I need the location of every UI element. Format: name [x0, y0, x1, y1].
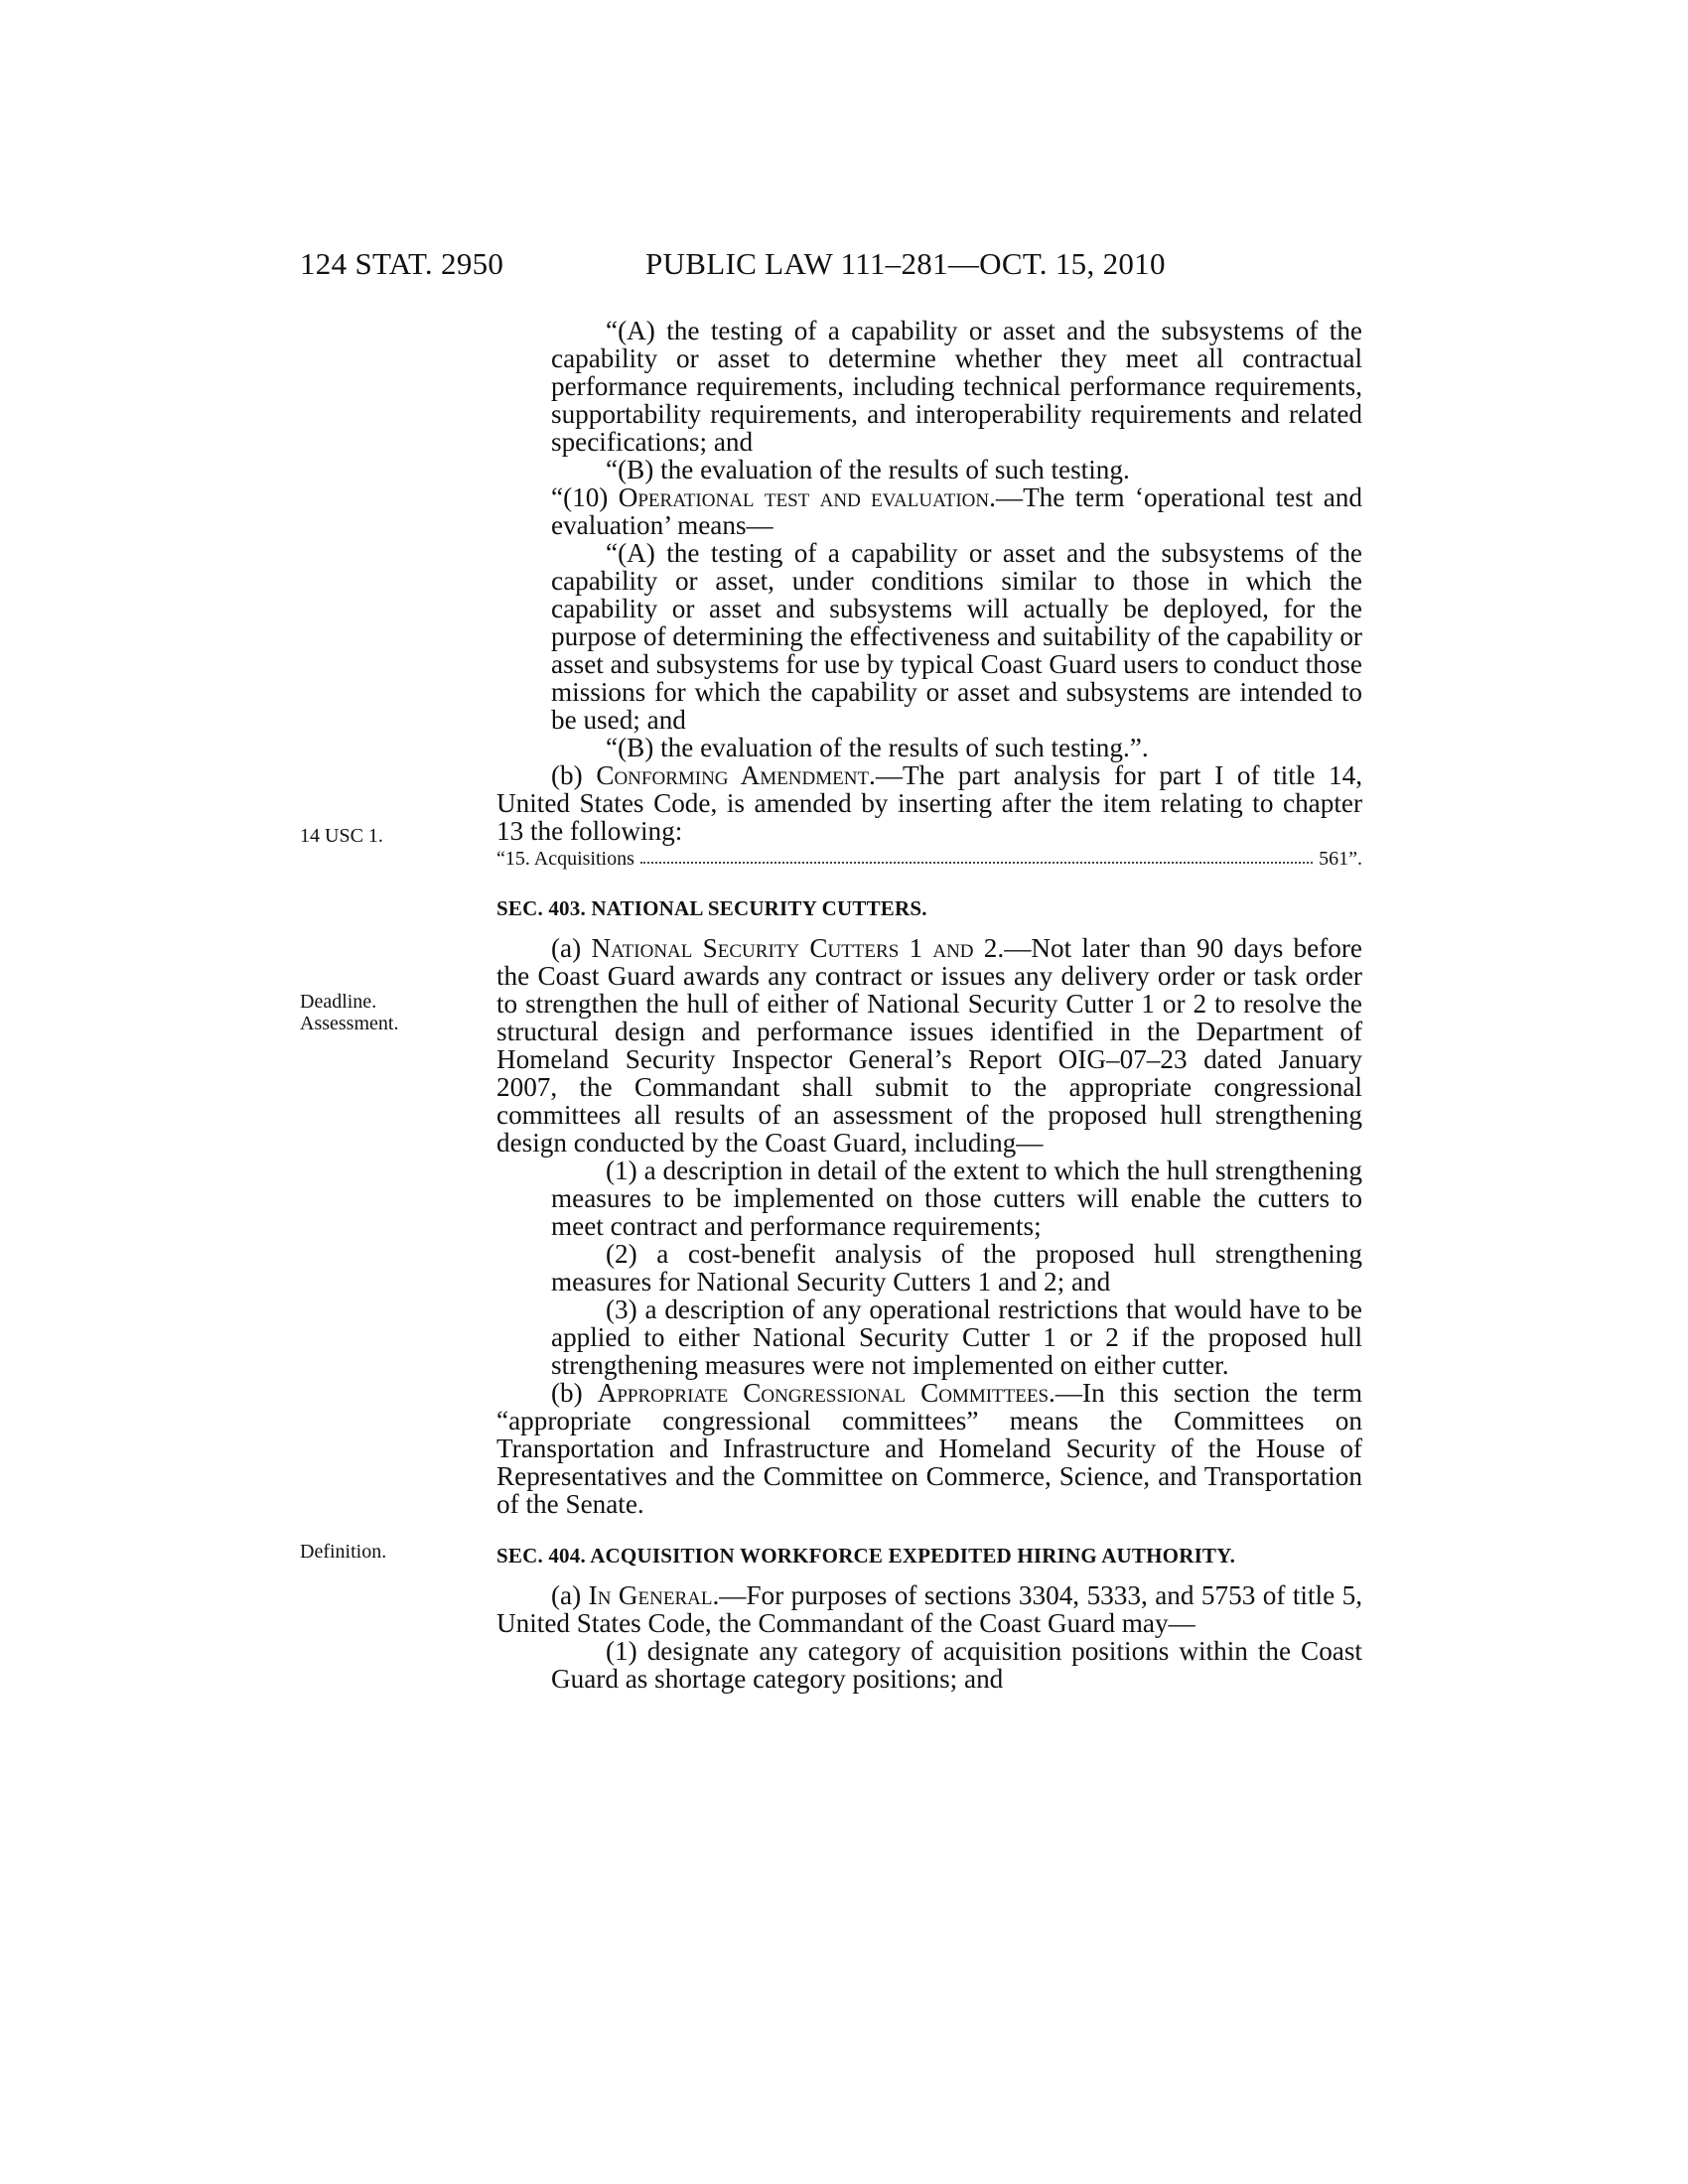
body-text	[496, 317, 1362, 1693]
paragraph-403a1: (1) a description in detail of the extent to which the hull strengthening measures to be implemented on those cutters will enable the cutters to meet contract and performance requirements;	[551, 1156, 1362, 1241]
subsection-heading: National Security Cutters 1 and 2	[591, 933, 998, 963]
paragraph-403a	[496, 934, 1362, 1157]
paragraph-conforming-amendment	[496, 761, 1362, 845]
page-header	[0, 246, 1688, 286]
paragraph-404a1: (1) designate any category of acquisition positions within the Coast Guard as shortage category positions; and	[551, 1636, 1362, 1694]
para-prefix: “(10)	[551, 482, 619, 512]
toc-entry	[496, 847, 1362, 871]
toc-page: 561”.	[1319, 848, 1362, 870]
para-prefix: (a)	[551, 1580, 589, 1610]
subsection-heading: In General	[588, 1580, 713, 1610]
public-law-title: PUBLIC LAW 111–281—OCT. 15, 2010	[645, 246, 1166, 281]
margin-note-definition: Definition.	[300, 1541, 387, 1563]
margin-note-deadline: Deadline.	[300, 991, 377, 1013]
para-text: .—In this section the term “appropriate congressional committees” means the Committees on Transportation and Infrastructure and Homeland Security of the House of Representatives and the Committee on Commerce, Science, and Transportation of the Senate.	[496, 1378, 1362, 1519]
para-prefix: (a)	[551, 933, 592, 963]
section-403-heading: SEC. 403. NATIONAL SECURITY CUTTERS.	[496, 896, 927, 920]
paragraph-404a	[496, 1581, 1362, 1637]
margin-note-usc: 14 USC 1.	[300, 825, 383, 847]
paragraph-op-test-a: “(A) the testing of a capability or asset and the subsystems of the capability or asset, under conditions similar to those in which the capability or asset and subsystems will actually be deployed, for the purpose of determining the effectiveness and suitability of the capability or asset and subsystems for use by typical Coast Guard users to conduct those missions for which the capability or asset and subsystems are intended to be used; and	[551, 538, 1362, 735]
toc-leader	[640, 847, 1313, 864]
section-404-heading: SEC. 404. ACQUISITION WORKFORCE EXPEDITED HIRING AUTHORITY.	[496, 1544, 1236, 1568]
margin-note-assessment: Assessment.	[300, 1013, 399, 1034]
subsection-heading: Conforming Amendment	[596, 760, 870, 790]
paragraph-operational-test	[496, 483, 1362, 539]
para-text: .—The part analysis for part I of title 14, United States Code, is amended by inserting after the item relating to chapter 13 the following:	[496, 760, 1363, 846]
term-heading: Operational test and evaluation	[618, 482, 990, 512]
para-text: .—The term ‘operational test and evaluation’ means—	[551, 482, 1362, 540]
paragraph-dev-test-b: “(B) the evaluation of the results of such testing.	[606, 455, 1130, 484]
toc-label: “15. Acquisitions	[496, 848, 634, 870]
paragraph-dev-test-a: “(A) the testing of a capability or asset and the subsystems of the capability or asset to determine whether they meet all contractual performance requirements, including technical performance requirements, supportability requirements, and interoperability requirements and related specifications; and	[551, 316, 1362, 457]
para-text: .—For purposes of sections 3304, 5333, and 5753 of title 5, United States Code, the Commandant of the Coast Guard may—	[496, 1580, 1362, 1638]
para-text: .—Not later than 90 days before the Coast Guard awards any contract or issues any delivery order or task order to strengthen the hull of either of National Security Cutter 1 or 2 to resolve the structural design and performance issues identified in the Department of Homeland Security Inspector General’s Report OIG–07–23 dated January 2007, the Commandant shall submit to the appropriate congressional committees all results of an assessment of the proposed hull strengthening design conducted by the Coast Guard, including—	[496, 933, 1362, 1158]
subsection-heading: Appropriate Congressional Committees	[597, 1378, 1050, 1408]
paragraph-403a3: (3) a description of any operational restrictions that would have to be applied to either National Security Cutter 1 or 2 if the proposed hull strengthening measures were not implemented on either cutter.	[551, 1295, 1362, 1380]
statute-page-number: 124 STAT. 2950	[300, 246, 504, 281]
para-prefix: (b)	[551, 1378, 598, 1408]
paragraph-403a2: (2) a cost-benefit analysis of the proposed hull strengthening measures for National Security Cutters 1 and 2; and	[551, 1239, 1362, 1297]
paragraph-403b	[496, 1379, 1362, 1518]
para-prefix: (b)	[551, 760, 597, 790]
paragraph-op-test-b: “(B) the evaluation of the results of such testing.”.	[606, 733, 1149, 762]
